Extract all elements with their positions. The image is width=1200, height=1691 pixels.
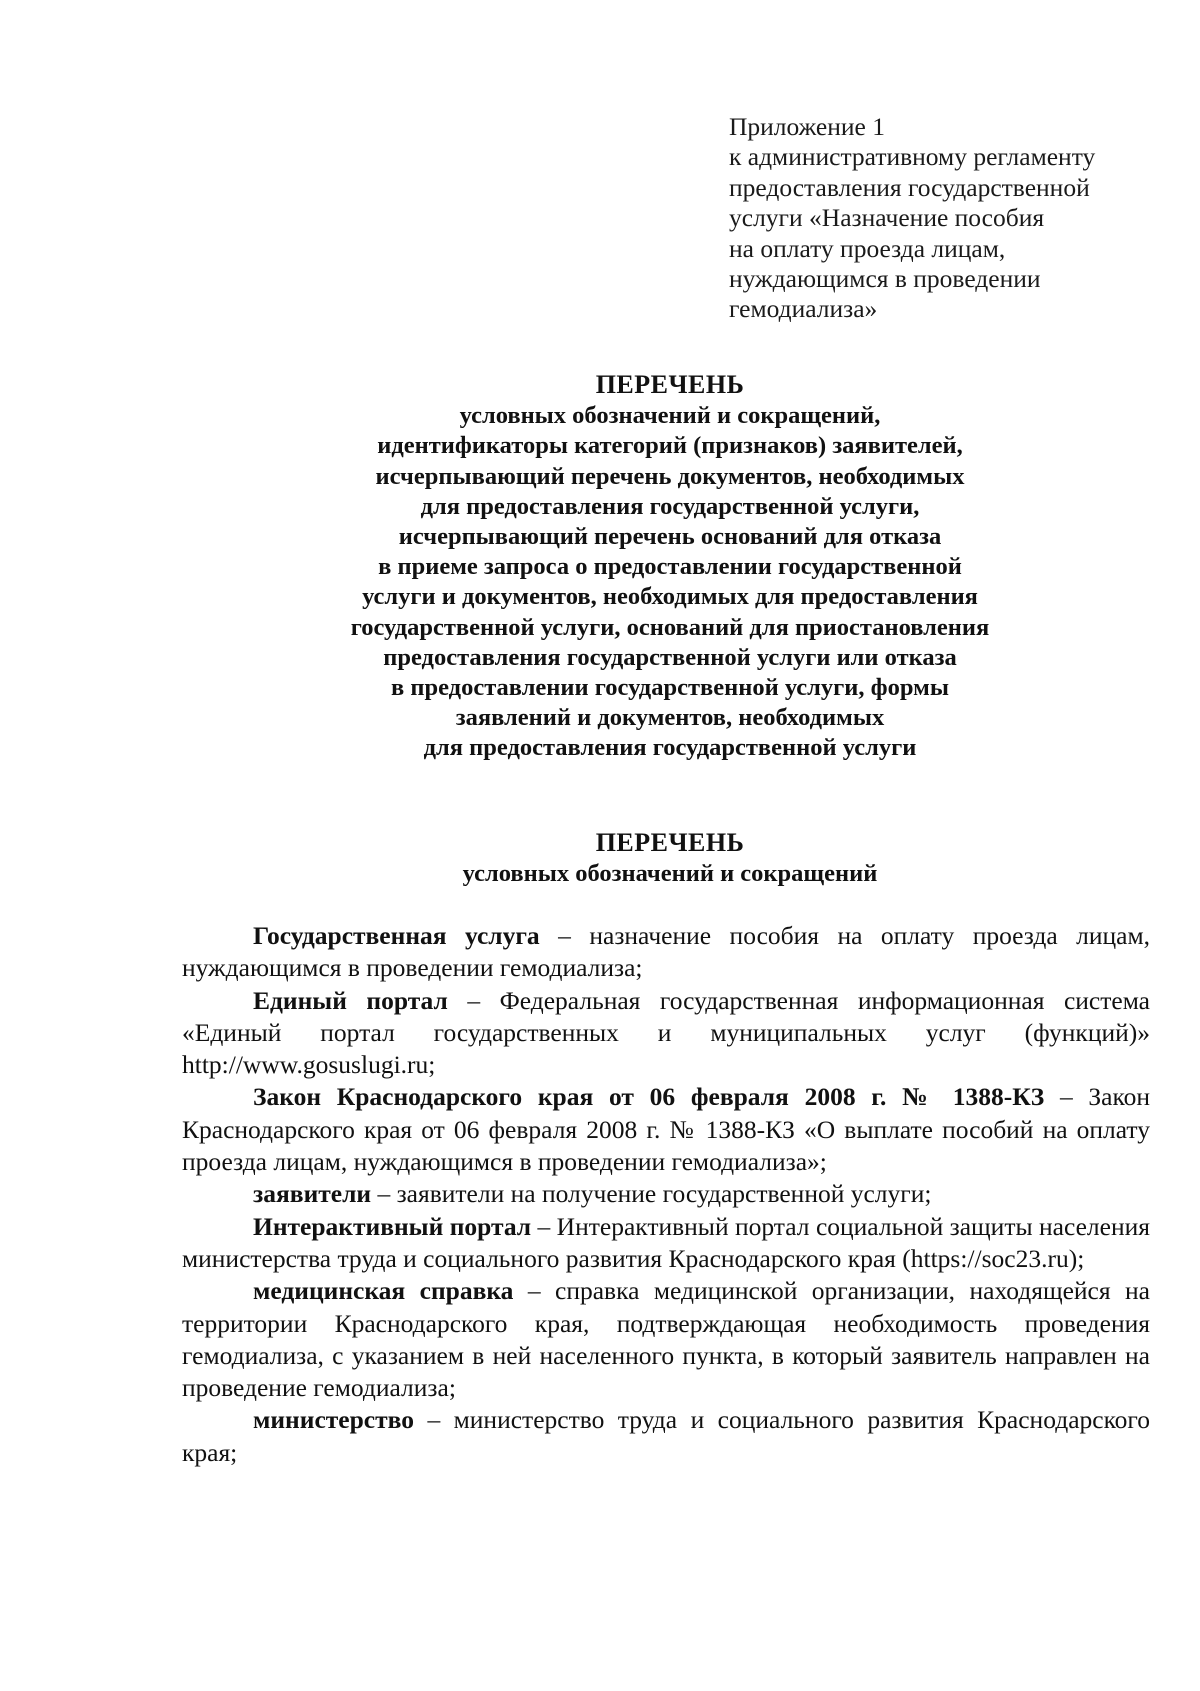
term-name: заявители: [253, 1179, 372, 1209]
main-title-line: в приеме запроса о предоставлении государственной: [378, 553, 962, 581]
term-definition: – министерство труда и социального развития Краснодарского края;: [182, 1405, 1150, 1467]
term-name: Единый портал: [253, 985, 448, 1015]
term-entry: [182, 1178, 1150, 1210]
term-definition: – назначение пособия на оплату проезда лицам, нуждающимся в проведении гемодиализа;: [182, 921, 1150, 983]
appendix-line: услуги «Назначение пособия: [729, 203, 1045, 233]
term-entry: [182, 1211, 1150, 1276]
term-definition: – Интерактивный портал социальной защиты населения министерства труда и социального развития Краснодарского края (https://soc23.ru);: [182, 1211, 1150, 1273]
main-title-line: идентификаторы категорий (признаков) заявителей,: [377, 432, 963, 460]
appendix-line: на оплату проезда лицам,: [729, 233, 1006, 263]
appendix-line: нуждающимся в проведении: [729, 264, 1041, 294]
appendix-line: к административному регламенту: [729, 142, 1096, 172]
main-title-line: исчерпывающий перечень оснований для отказа: [398, 523, 942, 551]
appendix-line: Приложение 1: [729, 112, 885, 141]
term-entry: [182, 920, 1150, 985]
section-title-line: условных обозначений и сокращений: [462, 859, 878, 887]
main-title-line: условных обозначений и сокращений,: [459, 402, 881, 430]
term-definition: – справка медицинской организации, находящейся на территории Краснодарского края, подтверждающая необходимость проведения гемодиализа, с указанием в ней населенного пункта, в который заявитель направлен на проведение гемодиализа;: [182, 1276, 1150, 1403]
main-title-line: государственной услуги, оснований для приостановления: [350, 613, 990, 641]
term-entry: [182, 1275, 1150, 1404]
main-title-line: исчерпывающий перечень документов, необходимых: [375, 462, 965, 490]
main-title-line: в предоставлении государственной услуги, формы: [391, 674, 949, 702]
term-name: Государственная услуга: [253, 921, 540, 950]
term-entry: [182, 985, 1150, 1082]
term-entry: [182, 1081, 1150, 1178]
term-name: министерство: [253, 1405, 414, 1435]
term-definition: – Закон Краснодарского края от 06 февраля 2008 г. № 1388-КЗ «О выплате пособий на оплату проезда лицам, нуждающимся в проведении гемодиализа»;: [182, 1082, 1150, 1177]
term-definition: – заявители на получение государственной услуги;: [371, 1179, 932, 1209]
section-title-heading: ПЕРЕЧЕНЬ: [595, 828, 745, 857]
appendix-line: предоставления государственной: [729, 172, 1090, 202]
term-entry: [182, 1404, 1150, 1469]
terms-list: [182, 920, 1150, 1469]
main-title: [0, 370, 1200, 764]
main-title-heading: ПЕРЕЧЕНЬ: [595, 370, 745, 399]
term-name: Закон Краснодарского края от 06 февраля 2008 г. № 1388-КЗ: [253, 1082, 1045, 1112]
term-name: Интерактивный портал: [253, 1211, 532, 1241]
term-name: медицинская справка: [253, 1276, 514, 1306]
appendix-note: [729, 112, 1149, 325]
main-title-line: услуги и документов, необходимых для предоставления: [362, 583, 978, 611]
term-definition: – Федеральная государственная информационная система «Единый портал государственных и муниципальных услуг (функций)» http://www.gosuslugi.ru;: [182, 985, 1150, 1080]
main-title-line: для предоставления государственной услуги,: [420, 492, 920, 520]
main-title-line: для предоставления государственной услуги: [423, 734, 917, 762]
main-title-line: предоставления государственной услуги или отказа: [383, 643, 957, 671]
appendix-line: гемодиализа»: [729, 294, 878, 324]
main-title-line: заявлений и документов, необходимых: [455, 704, 885, 732]
section-title: [0, 828, 1200, 889]
